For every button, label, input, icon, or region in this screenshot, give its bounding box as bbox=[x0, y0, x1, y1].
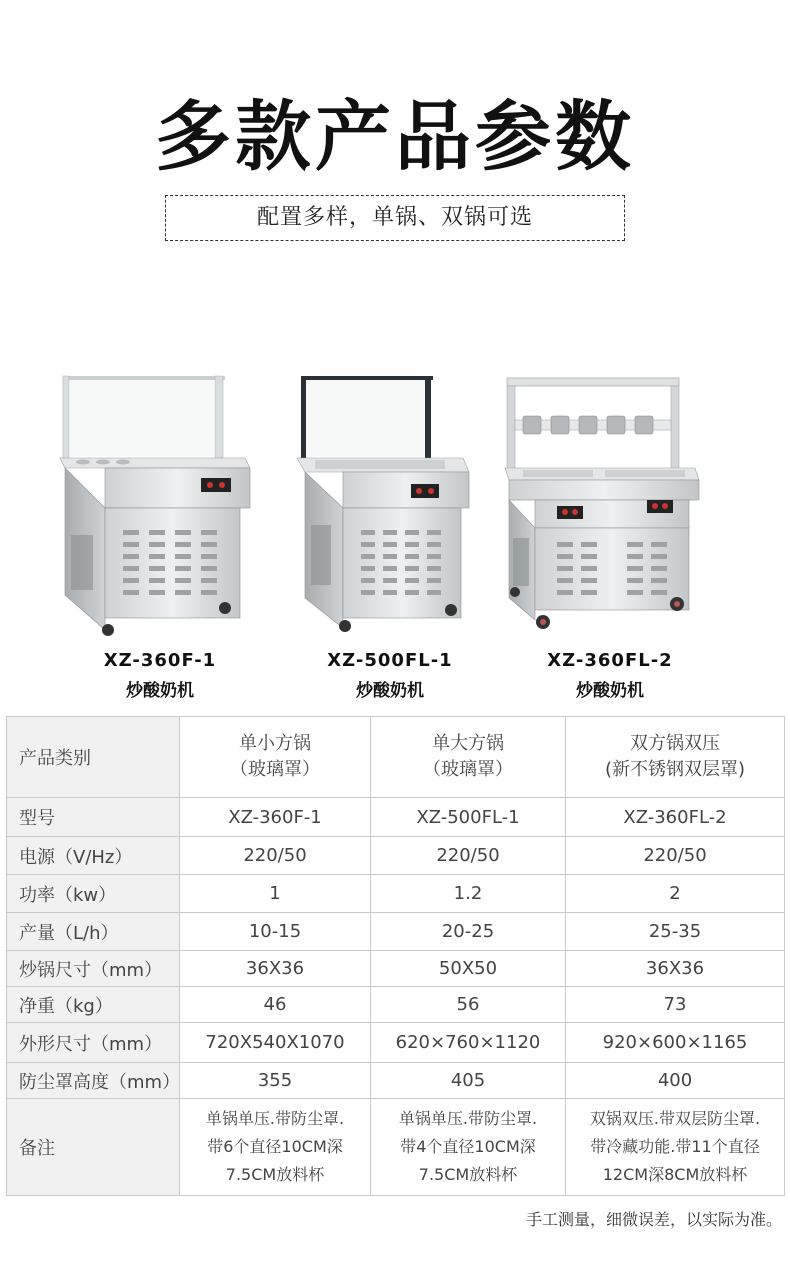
table-cell: XZ-360FL-2 bbox=[566, 798, 785, 837]
row-label: 型号 bbox=[7, 798, 180, 837]
category-line: 双方锅双压 bbox=[630, 733, 720, 754]
table-cell: 1 bbox=[180, 875, 371, 913]
table-cell: XZ-500FL-1 bbox=[371, 798, 566, 837]
subtitle-text: 配置多样，单锅、双锅可选 bbox=[256, 205, 533, 230]
table-row bbox=[7, 717, 785, 798]
table-cell: 73 bbox=[566, 987, 785, 1023]
table-cell: 220/50 bbox=[371, 837, 566, 875]
table-cell: 400 bbox=[566, 1063, 785, 1099]
category-line: (新不锈钢双层罩) bbox=[604, 759, 746, 780]
spec-table bbox=[6, 716, 785, 1196]
product-model: XZ-500FL-1 bbox=[327, 650, 453, 671]
product-model: XZ-360F-1 bbox=[103, 650, 217, 671]
product-card-2 bbox=[275, 360, 505, 700]
row-label: 外形尺寸（mm） bbox=[7, 1023, 180, 1063]
table-cell: 10-15 bbox=[180, 913, 371, 951]
table-cell: 220/50 bbox=[566, 837, 785, 875]
note-cell bbox=[566, 1099, 785, 1196]
table-cell: 2 bbox=[566, 875, 785, 913]
table-row bbox=[7, 875, 785, 913]
note-line: 带4个直径10CM深 bbox=[400, 1137, 536, 1156]
table-cell: 20-25 bbox=[371, 913, 566, 951]
table-cell: 355 bbox=[180, 1063, 371, 1099]
table-row bbox=[7, 1063, 785, 1099]
machine-illustration-1 bbox=[45, 360, 275, 650]
note-line: 带6个直径10CM深 bbox=[207, 1137, 343, 1156]
category-line: （玻璃罩） bbox=[423, 759, 513, 780]
table-cell: 36X36 bbox=[180, 951, 371, 987]
note-line: 单锅单压.带防尘罩. bbox=[205, 1109, 345, 1128]
row-label: 功率（kw） bbox=[7, 875, 180, 913]
row-label: 产量（L/h） bbox=[7, 913, 180, 951]
note-line: 单锅单压.带防尘罩. bbox=[398, 1109, 538, 1128]
table-row bbox=[7, 1099, 785, 1196]
row-label: 防尘罩高度（mm） bbox=[7, 1063, 180, 1099]
table-cell: 620×760×1120 bbox=[371, 1023, 566, 1063]
table-cell: 720X540X1070 bbox=[180, 1023, 371, 1063]
table-cell: 56 bbox=[371, 987, 566, 1023]
page-title: 多款产品参数 bbox=[155, 92, 635, 181]
machine-illustration-3 bbox=[495, 360, 725, 650]
product-name: 炒酸奶机 bbox=[356, 681, 424, 701]
category-cell bbox=[180, 717, 371, 798]
row-label: 炒锅尺寸（mm） bbox=[7, 951, 180, 987]
machine-illustration-2 bbox=[275, 360, 505, 650]
note-line: 7.5CM放料杯 bbox=[225, 1165, 325, 1184]
row-label: 净重（kg） bbox=[7, 987, 180, 1023]
product-model: XZ-360FL-2 bbox=[547, 650, 673, 671]
product-card-3 bbox=[495, 360, 725, 700]
note-line: 7.5CM放料杯 bbox=[418, 1165, 518, 1184]
row-label: 产品类别 bbox=[7, 717, 180, 798]
table-cell: 1.2 bbox=[371, 875, 566, 913]
note-line: 双锅双压.带双层防尘罩. bbox=[589, 1109, 761, 1128]
product-card-1 bbox=[45, 360, 275, 700]
note-line: 12CM深8CM放料杯 bbox=[602, 1165, 748, 1184]
row-label: 备注 bbox=[7, 1099, 180, 1196]
category-line: （玻璃罩） bbox=[230, 759, 320, 780]
category-line: 单小方锅 bbox=[239, 733, 311, 754]
note-cell bbox=[371, 1099, 566, 1196]
product-gallery bbox=[0, 360, 790, 700]
subtitle-banner bbox=[165, 195, 625, 241]
table-row bbox=[7, 951, 785, 987]
product-name: 炒酸奶机 bbox=[126, 681, 194, 701]
category-cell bbox=[566, 717, 785, 798]
note-line: 带冷藏功能.带11个直径 bbox=[590, 1137, 760, 1156]
table-cell: 36X36 bbox=[566, 951, 785, 987]
note-cell bbox=[180, 1099, 371, 1196]
table-cell: 920×600×1165 bbox=[566, 1023, 785, 1063]
table-row bbox=[7, 987, 785, 1023]
table-cell: 46 bbox=[180, 987, 371, 1023]
table-row bbox=[7, 913, 785, 951]
table-cell: 405 bbox=[371, 1063, 566, 1099]
table-row bbox=[7, 837, 785, 875]
row-label: 电源（V/Hz） bbox=[7, 837, 180, 875]
product-name: 炒酸奶机 bbox=[576, 681, 644, 701]
disclaimer-text: 手工测量，细微误差，以实际为准。 bbox=[525, 1210, 782, 1229]
category-line: 单大方锅 bbox=[432, 733, 504, 754]
category-cell bbox=[371, 717, 566, 798]
table-row bbox=[7, 1023, 785, 1063]
table-cell: 220/50 bbox=[180, 837, 371, 875]
table-cell: XZ-360F-1 bbox=[180, 798, 371, 837]
table-row bbox=[7, 798, 785, 837]
table-cell: 50X50 bbox=[371, 951, 566, 987]
table-cell: 25-35 bbox=[566, 913, 785, 951]
